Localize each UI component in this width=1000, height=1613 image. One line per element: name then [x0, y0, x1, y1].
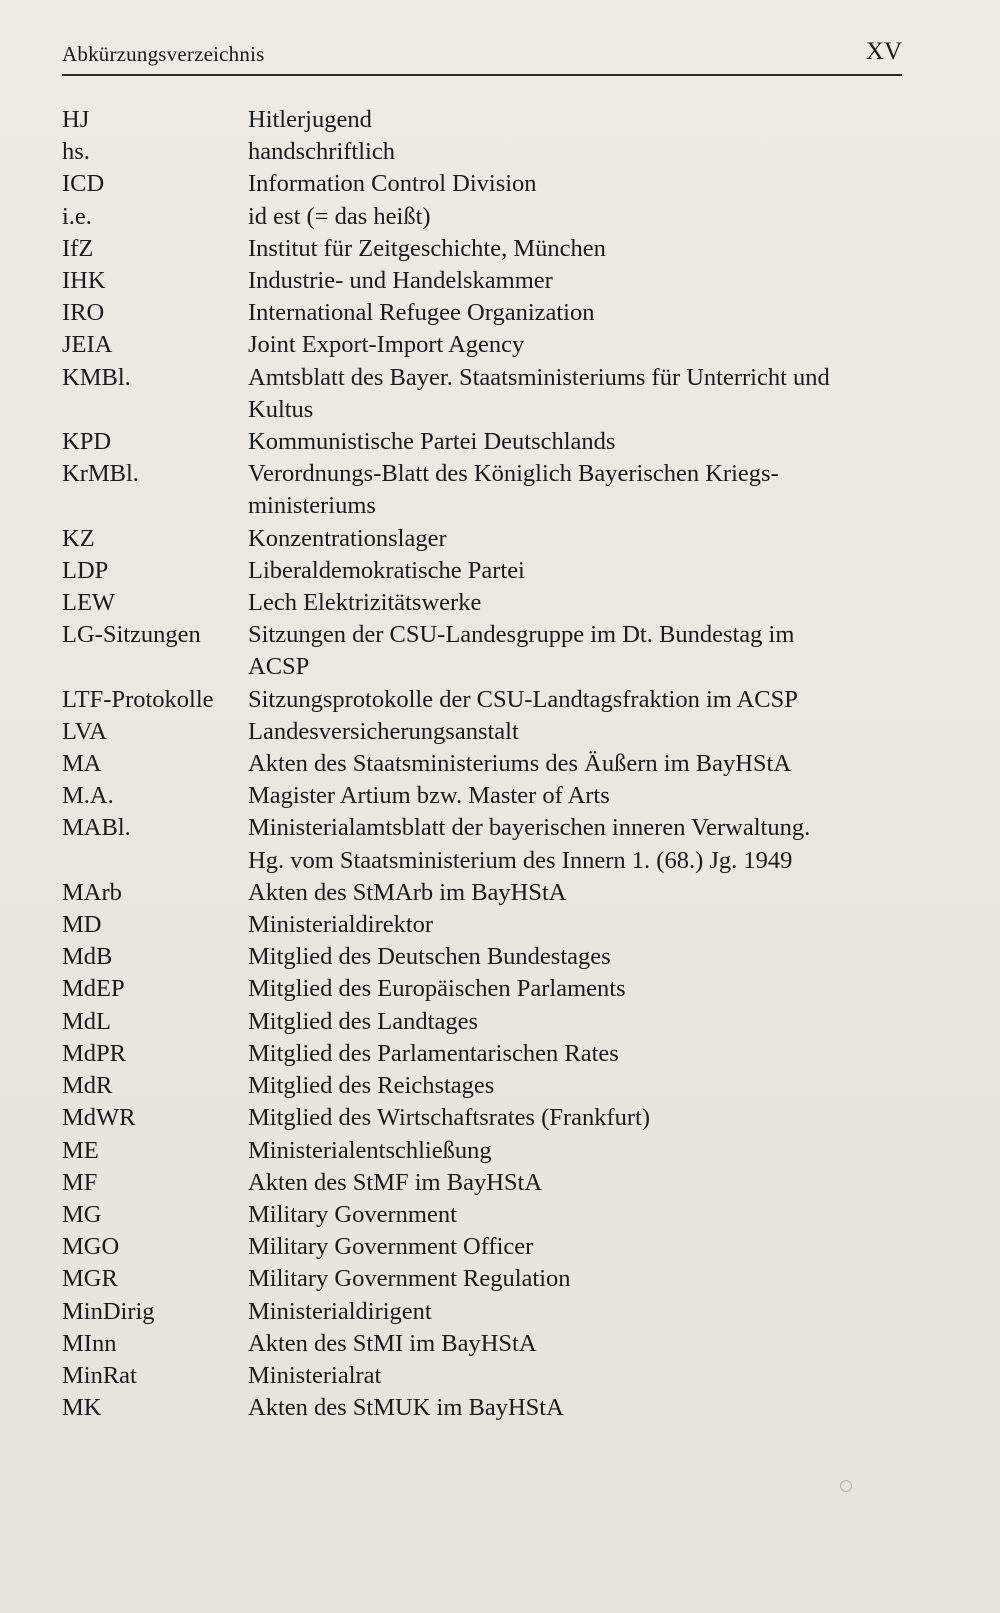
abbreviation-entry — [62, 265, 912, 297]
abbreviation-entry — [62, 1038, 912, 1070]
abbreviation-term: MF — [62, 1168, 98, 1196]
abbreviation-term: MABl. — [62, 814, 131, 842]
meaning-line: Information Control Division — [248, 170, 537, 198]
abbreviation-meaning — [248, 362, 912, 426]
abbreviation-meaning — [248, 1006, 912, 1038]
abbreviation-meaning — [248, 458, 912, 522]
meaning-line: Hitlerjugend — [248, 106, 372, 133]
meaning-line: Mitglied des Wirtschaftsrates (Frankfurt) — [248, 1104, 651, 1132]
abbreviation-term: MdB — [62, 943, 113, 971]
abbreviation-meaning — [248, 812, 912, 876]
meaning-line: Lech Elektrizitätswerke — [248, 589, 482, 617]
header-rule — [62, 74, 902, 76]
meaning-line: ACSP — [248, 653, 310, 681]
abbreviation-term: MdR — [62, 1072, 113, 1100]
meaning-line: Ministerialdirigent — [248, 1297, 432, 1325]
meaning-line: Verordnungs-Blatt des Königlich Bayerischen Kriegs- — [248, 460, 779, 488]
abbreviation-entry — [62, 1135, 912, 1167]
abbreviation-term: LEW — [62, 589, 116, 617]
abbreviation-entry — [62, 136, 912, 168]
page-number: XV — [865, 38, 902, 65]
meaning-line: Hg. vom Staatsministerium des Innern 1. (68.) Jg. 1949 — [248, 846, 793, 874]
abbreviation-term: IfZ — [62, 234, 94, 262]
abbreviation-meaning — [248, 1231, 912, 1263]
abbreviation-meaning — [248, 1392, 912, 1424]
abbreviation-term: KZ — [62, 524, 95, 552]
abbreviation-entry — [62, 1296, 912, 1328]
abbreviation-meaning — [248, 1135, 912, 1167]
meaning-line: Military Government Officer — [248, 1233, 534, 1261]
abbreviation-entry — [62, 233, 912, 265]
abbreviation-meaning — [248, 1263, 912, 1295]
abbreviation-entry — [62, 1392, 912, 1424]
meaning-line: Mitglied des Parlamentarischen Rates — [248, 1039, 619, 1067]
meaning-line: Magister Artium bzw. Master of Arts — [248, 782, 610, 810]
meaning-line: ministeriums — [248, 492, 376, 520]
abbreviation-meaning — [248, 329, 912, 361]
abbreviation-entry — [62, 1006, 912, 1038]
abbreviation-meaning — [248, 1070, 912, 1102]
abbreviation-term: KMBl. — [62, 363, 131, 391]
meaning-line: Mitglied des Europäischen Parlaments — [248, 975, 626, 1003]
meaning-line: Akten des StMArb im BayHStA — [248, 878, 567, 906]
abbreviation-term: i.e. — [62, 202, 92, 230]
meaning-line: Akten des StMI im BayHStA — [248, 1329, 537, 1357]
abbreviation-entry — [62, 1199, 912, 1231]
meaning-line: Industrie- und Handelskammer — [248, 267, 553, 295]
abbreviation-term: MArb — [62, 878, 122, 906]
abbreviation-entry — [62, 458, 912, 522]
abbreviation-term: MInn — [62, 1329, 117, 1357]
abbreviation-entry — [62, 909, 912, 941]
abbreviation-term: KPD — [62, 428, 112, 456]
meaning-line: Kultus — [248, 395, 314, 423]
abbreviation-entry — [62, 587, 912, 619]
abbreviation-entry — [62, 201, 912, 233]
abbreviation-meaning — [248, 877, 912, 909]
abbreviation-term: JEIA — [62, 331, 113, 359]
abbreviation-meaning — [248, 265, 912, 297]
abbreviation-term: LVA — [62, 717, 107, 745]
meaning-line: Joint Export-Import Agency — [248, 331, 525, 359]
abbreviation-entry — [62, 716, 912, 748]
abbreviation-entry — [62, 1328, 912, 1360]
abbreviation-meaning — [248, 555, 912, 587]
abbreviation-term: ICD — [62, 170, 105, 198]
meaning-line: Akten des Staatsministeriums des Äußern im BayHStA — [248, 750, 792, 778]
meaning-line: Military Government — [248, 1200, 457, 1228]
abbreviation-term: KrMBl. — [62, 460, 139, 488]
abbreviation-entry — [62, 1167, 912, 1199]
abbreviation-entry — [62, 104, 912, 136]
meaning-line: Kommunistische Partei Deutschlands — [248, 428, 616, 456]
meaning-line: Akten des StMUK im BayHStA — [248, 1394, 564, 1422]
abbreviation-meaning — [248, 780, 912, 812]
abbreviation-entry — [62, 941, 912, 973]
abbreviation-term: MA — [62, 750, 102, 778]
meaning-line: Liberaldemokratische Partei — [248, 556, 525, 584]
meaning-line: Military Government Regulation — [248, 1265, 571, 1293]
abbreviation-term: ME — [62, 1136, 99, 1164]
abbreviation-term: MdPR — [62, 1039, 127, 1067]
abbreviation-meaning — [248, 909, 912, 941]
abbreviation-meaning — [248, 297, 912, 329]
meaning-line: Akten des StMF im BayHStA — [248, 1168, 543, 1196]
abbreviation-meaning — [248, 587, 912, 619]
abbreviation-meaning — [248, 201, 912, 233]
meaning-line: Amtsblatt des Bayer. Staatsministeriums für Unterricht und — [248, 363, 830, 391]
abbreviation-term: MD — [62, 911, 102, 939]
meaning-line: Landesversicherungsanstalt — [248, 717, 519, 745]
meaning-line: Konzentrationslager — [248, 524, 447, 552]
abbreviation-entry — [62, 684, 912, 716]
abbreviation-entry — [62, 973, 912, 1005]
abbreviation-meaning — [248, 973, 912, 1005]
abbreviation-meaning — [248, 748, 912, 780]
abbreviation-term: LG-Sitzungen — [62, 621, 201, 649]
abbreviation-meaning — [248, 1296, 912, 1328]
abbreviation-entry — [62, 555, 912, 587]
abbreviation-entry — [62, 426, 912, 458]
abbreviation-meaning — [248, 104, 912, 136]
abbreviation-meaning — [248, 941, 912, 973]
abbreviation-term: LDP — [62, 556, 109, 584]
abbreviation-meaning — [248, 1102, 912, 1134]
abbreviation-term: MK — [62, 1394, 102, 1422]
abbreviation-meaning — [248, 136, 912, 168]
abbreviation-term: MinRat — [62, 1361, 137, 1389]
meaning-line: id est (= das heißt) — [248, 202, 431, 230]
abbreviation-entry — [62, 1360, 912, 1392]
meaning-line: Sitzungen der CSU-Landesgruppe im Dt. Bundestag im — [248, 621, 795, 649]
abbreviation-meaning — [248, 523, 912, 555]
abbreviation-entry — [62, 619, 912, 683]
abbreviation-entry — [62, 812, 912, 876]
abbreviation-term: IHK — [62, 267, 106, 295]
meaning-line: Institut für Zeitgeschichte, München — [248, 234, 606, 262]
abbreviation-meaning — [248, 1360, 912, 1392]
meaning-line: Ministerialrat — [248, 1361, 382, 1389]
abbreviation-entry — [62, 1070, 912, 1102]
abbreviation-term: hs. — [62, 138, 90, 166]
abbreviation-entry — [62, 297, 912, 329]
abbreviation-entry — [62, 329, 912, 361]
meaning-line: International Refugee Organization — [248, 299, 595, 327]
meaning-line: Ministerialdirektor — [248, 911, 434, 939]
abbreviation-meaning — [248, 684, 912, 716]
abbreviation-meaning — [248, 426, 912, 458]
abbreviation-meaning — [248, 168, 912, 200]
abbreviation-entry — [62, 1102, 912, 1134]
abbreviation-meaning — [248, 619, 912, 683]
meaning-line: Ministerialentschließung — [248, 1136, 492, 1164]
abbreviation-term: MdEP — [62, 975, 125, 1003]
abbreviation-entry — [62, 1263, 912, 1295]
abbreviation-term: M.A. — [62, 782, 114, 810]
abbreviation-term: MGR — [62, 1265, 118, 1293]
abbreviation-entry — [62, 877, 912, 909]
abbreviation-term: MinDirig — [62, 1297, 155, 1325]
paper-mark — [840, 1480, 852, 1492]
abbreviation-entry — [62, 780, 912, 812]
abbreviation-entry — [62, 748, 912, 780]
meaning-line: handschriftlich — [248, 138, 395, 166]
abbreviation-meaning — [248, 1167, 912, 1199]
abbreviation-term: IRO — [62, 299, 105, 327]
running-title: Abkürzungsverzeichnis — [62, 42, 265, 66]
abbreviation-entry — [62, 362, 912, 426]
meaning-line: Mitglied des Reichstages — [248, 1072, 495, 1100]
meaning-line: Mitglied des Landtages — [248, 1007, 478, 1035]
abbreviation-meaning — [248, 1038, 912, 1070]
abbreviation-entry — [62, 1231, 912, 1263]
abbreviation-meaning — [248, 233, 912, 265]
abbreviation-term: MdL — [62, 1007, 111, 1035]
abbreviation-entry — [62, 168, 912, 200]
abbreviation-term: MGO — [62, 1233, 120, 1261]
abbreviation-term: MG — [62, 1200, 102, 1228]
abbreviation-meaning — [248, 1199, 912, 1231]
page-header — [62, 38, 902, 72]
abbreviation-term: LTF-Protokolle — [62, 685, 214, 713]
meaning-line: Sitzungsprotokolle der CSU-Landtagsfraktion im ACSP — [248, 685, 798, 713]
abbreviation-meaning — [248, 1328, 912, 1360]
meaning-line: Ministerialamtsblatt der bayerischen inneren Verwaltung. — [248, 814, 811, 842]
abbreviation-term: MdWR — [62, 1104, 136, 1132]
abbreviation-meaning — [248, 716, 912, 748]
abbreviation-entry — [62, 523, 912, 555]
meaning-line: Mitglied des Deutschen Bundestages — [248, 943, 611, 971]
abbreviation-list — [62, 104, 912, 1424]
abbreviation-term: HJ — [62, 106, 90, 133]
